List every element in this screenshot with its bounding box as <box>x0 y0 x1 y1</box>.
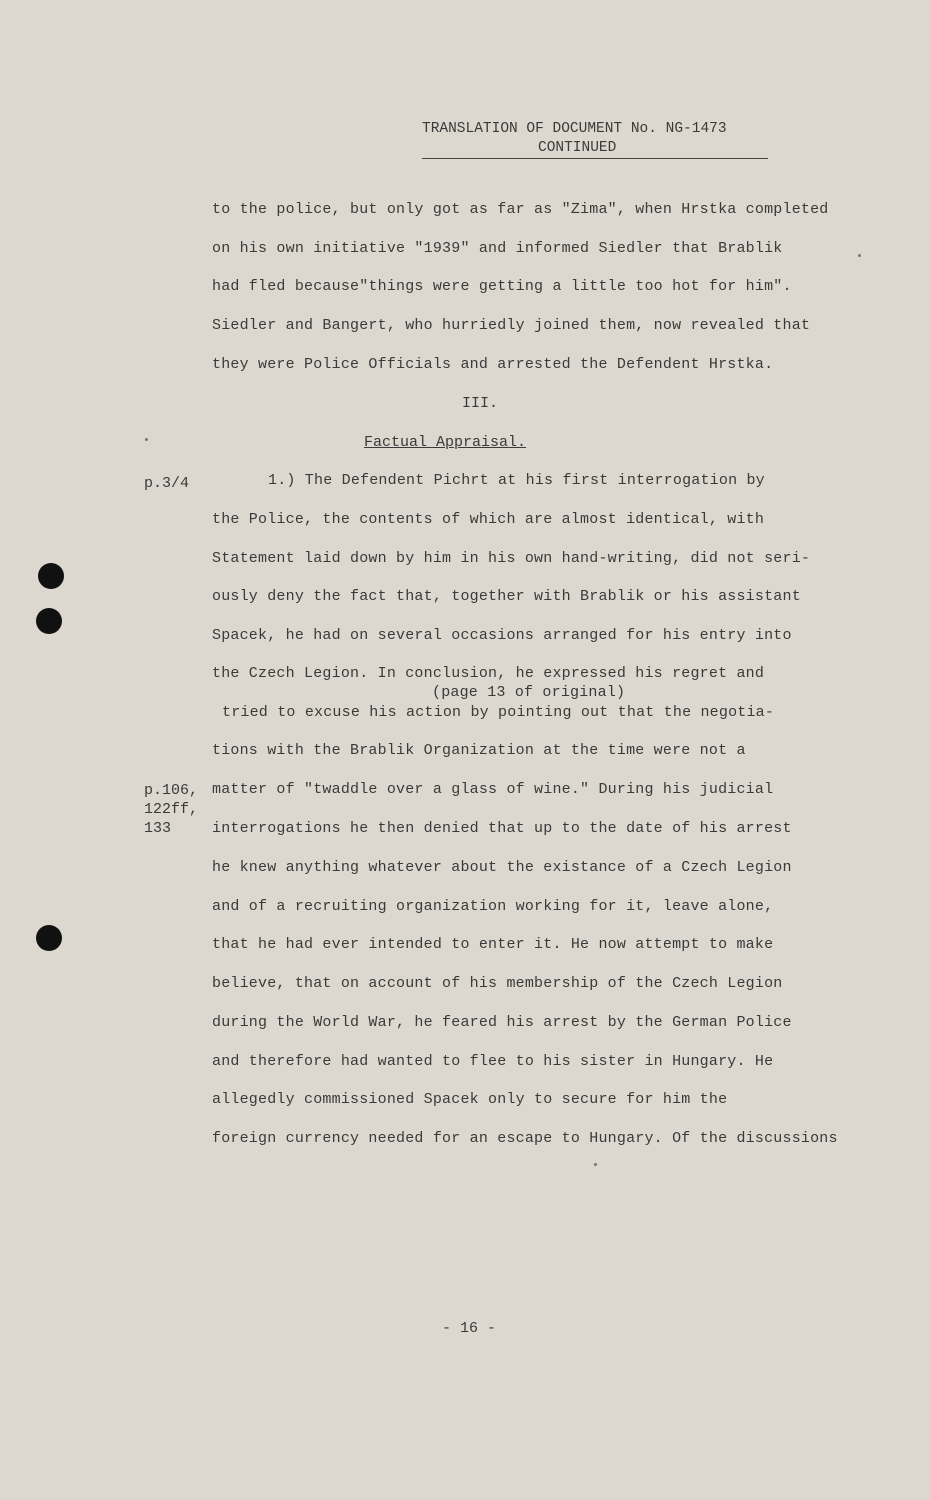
paper-speck <box>594 1163 597 1166</box>
header-subtitle: CONTINUED <box>422 139 768 159</box>
page-reference: (page 13 of original) <box>432 684 626 701</box>
margin-note: p.106, 122ff, 133 <box>144 782 199 837</box>
document-header <box>422 120 768 159</box>
body-line: and therefore had wanted to flee to his sister in Hungary. He <box>212 1053 774 1070</box>
body-line: tions with the Brablik Organization at the time were not a <box>212 742 746 759</box>
body-line: Spacek, he had on several occasions arranged for his entry into <box>212 627 792 644</box>
body-line: foreign currency needed for an escape to Hungary. Of the discussions <box>212 1130 838 1147</box>
body-line: he knew anything whatever about the existance of a Czech Legion <box>212 859 792 876</box>
body-line: interrogations he then denied that up to the date of his arrest <box>212 820 792 837</box>
body-line: on his own initiative "1939" and informed Siedler that Brablik <box>212 240 783 257</box>
paper-speck <box>858 254 861 257</box>
body-line: allegedly commissioned Spacek only to secure for him the <box>212 1091 728 1108</box>
body-line: they were Police Officials and arrested the Defendent Hrstka. <box>212 356 774 373</box>
body-line: tried to excuse his action by pointing out that the negotia- <box>222 704 775 721</box>
body-line: that he had ever intended to enter it. He now attempt to make <box>212 936 774 953</box>
body-line: the Czech Legion. In conclusion, he expressed his regret and <box>212 665 765 682</box>
margin-note: p.3/4 <box>144 475 190 492</box>
body-line: to the police, but only got as far as "Zima", when Hrstka completed <box>212 201 829 218</box>
punch-hole-top <box>38 563 64 589</box>
section-heading: Factual Appraisal. <box>364 434 527 451</box>
body-line: had fled because"things were getting a little too hot for him". <box>212 278 792 295</box>
body-line: and of a recruiting organization working for it, leave alone, <box>212 898 774 915</box>
body-line: ously deny the fact that, together with Brablik or his assistant <box>212 588 801 605</box>
body-line: Siedler and Bangert, who hurriedly joined them, now revealed that <box>212 317 811 334</box>
header-title: TRANSLATION OF DOCUMENT No. NG-1473 <box>422 121 727 137</box>
body-line: during the World War, he feared his arrest by the German Police <box>212 1014 792 1031</box>
body-line: Statement laid down by him in his own hand-writing, did not seri- <box>212 550 811 567</box>
body-line: 1.) The Defendent Pichrt at his first interrogation by <box>268 472 765 489</box>
page-number: - 16 - <box>442 1320 497 1337</box>
punch-hole-bottom <box>36 925 62 951</box>
paper-speck <box>145 438 148 441</box>
punch-hole-middle <box>36 608 62 634</box>
body-line: matter of "twaddle over a glass of wine." During his judicial <box>212 781 774 798</box>
body-line: the Police, the contents of which are almost identical, with <box>212 511 765 528</box>
body-line: believe, that on account of his membership of the Czech Legion <box>212 975 783 992</box>
section-number: III. <box>462 395 499 412</box>
